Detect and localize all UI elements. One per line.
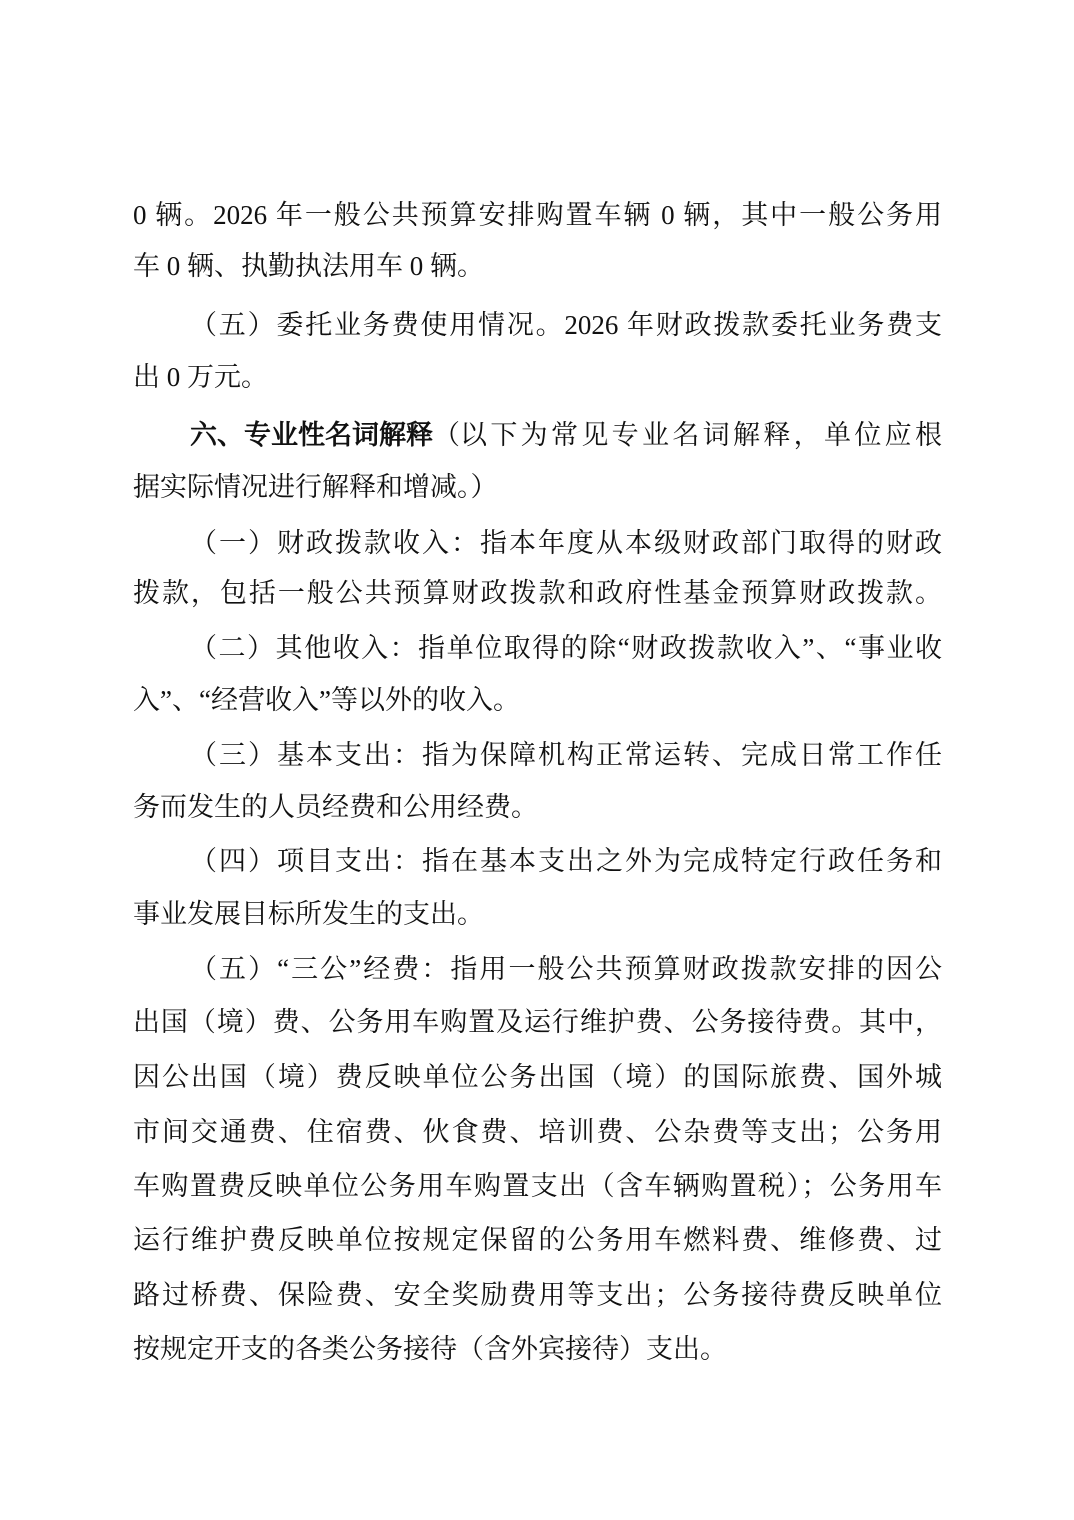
text-line: （一）财政拨款收入：指本年度从本级财政部门取得的财政 [190, 528, 942, 558]
text-line: 事业发展目标所发生的支出。 [133, 899, 484, 929]
text-line: （五）“三公”经费：指用一般公共预算财政拨款安排的因公 [190, 954, 942, 984]
text-line: 出国（境）费、公务用车购置及运行维护费、公务接待费。其中， [133, 1007, 942, 1037]
text-line: 车 0 辆、执勤执法用车 0 辆。 [133, 251, 484, 281]
text-line: 运行维护费反映单位按规定保留的公务用车燃料费、维修费、过 [133, 1225, 942, 1255]
text-line: 车购置费反映单位公务用车购置支出（含车辆购置税）；公务用车 [133, 1171, 942, 1201]
text-line: 入”、“经营收入”等以外的收入。 [133, 685, 520, 715]
text-span: 以下为常见专业名词解释，单位应根 [460, 420, 942, 450]
text-line: 市间交通费、住宿费、伙食费、培训费、公杂费等支出；公务用 [133, 1117, 942, 1147]
text-line: 按规定开支的各类公务接待（含外宾接待）支出。 [133, 1334, 727, 1364]
text-line: （五）委托业务费使用情况。2026 年财政拨款委托业务费支 [190, 310, 942, 340]
text-line: 据实际情况进行解释和增减。） [133, 472, 498, 502]
text-line: 拨款，包括一般公共预算财政拨款和政府性基金预算财政拨款。 [133, 578, 942, 608]
text-line: 务而发生的人员经费和公用经费。 [133, 792, 538, 822]
text-line: 路过桥费、保险费、安全奖励费用等支出；公务接待费反映单位 [133, 1280, 942, 1310]
text-line: 0 辆。2026 年一般公共预算安排购置车辆 0 辆，其中一般公务用 [133, 200, 942, 230]
section-heading-line [190, 418, 942, 452]
text-line: （四）项目支出：指在基本支出之外为完成特定行政任务和 [190, 846, 942, 876]
text-line: 出 0 万元。 [133, 362, 268, 392]
text-line: （二）其他收入：指单位取得的除“财政拨款收入”、“事业收 [190, 633, 942, 663]
text-span: （ [433, 420, 460, 450]
text-line: （三）基本支出：指为保障机构正常运转、完成日常工作任 [190, 740, 942, 770]
section-heading: 六、专业性名词解释 [190, 420, 433, 450]
text-line: 因公出国（境）费反映单位公务出国（境）的国际旅费、国外城 [133, 1062, 942, 1092]
